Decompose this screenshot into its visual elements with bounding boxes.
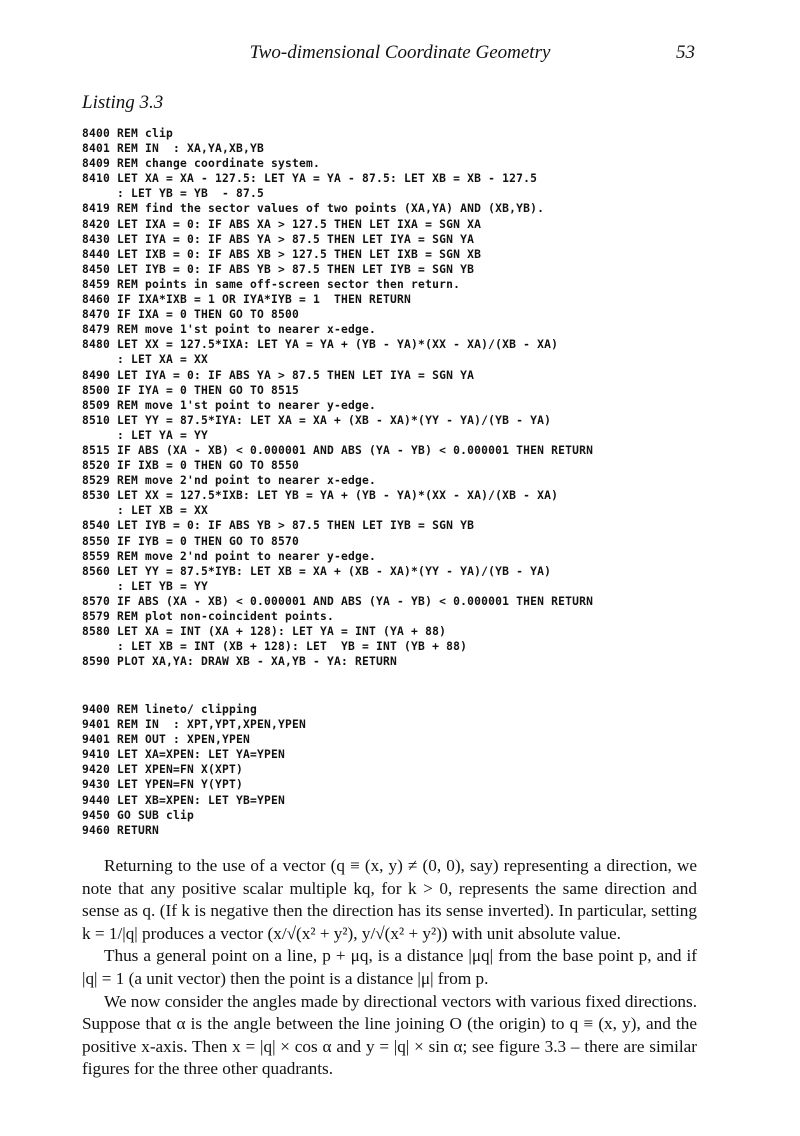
code-line: 8470 IF IXA = 0 THEN GO TO 8500 <box>82 308 300 322</box>
code-line: 8559 REM move 2'nd point to nearer y-edge. <box>82 549 377 563</box>
code-line: 8400 REM clip <box>82 127 174 140</box>
code-line: 8550 IF IYB = 0 THEN GO TO 8570 <box>82 534 300 548</box>
running-title: Two-dimensional Coordinate Geometry <box>249 42 551 63</box>
code-line: 8430 LET IYA = 0: IF ABS YA > 87.5 THEN LET IYA = SGN YA <box>82 232 475 246</box>
code-line: 9460 RETURN <box>82 823 160 837</box>
code-line: 8409 REM change coordinate system. <box>82 157 321 171</box>
code-line: : LET YB = YB - 87.5 <box>82 187 265 201</box>
code-line: 9440 LET XB=XPEN: LET YB=YPEN <box>82 793 286 807</box>
code-line: : LET YB = YY <box>82 579 209 593</box>
code-line: : LET XA = XX <box>82 353 209 367</box>
code-line: 8460 IF IXA*IXB = 1 OR IYA*IYB = 1 THEN RETURN <box>82 293 412 307</box>
code-line: 8529 REM move 2'nd point to nearer x-edge. <box>82 474 377 488</box>
code-line: 8459 REM points in same off-screen sector then return. <box>82 277 461 291</box>
code-line: 8500 IF IYA = 0 THEN GO TO 8515 <box>82 383 300 397</box>
page-number: 53 <box>676 42 695 63</box>
code-line: 8509 REM move 1'st point to nearer y-edge. <box>82 398 377 412</box>
code-line: 8515 IF ABS (XA - XB) < 0.000001 AND ABS (YA - YB) < 0.000001 THEN RETURN <box>82 443 594 457</box>
code-line: 8510 LET YY = 87.5*IYA: LET XA = XA + (XB - XA)*(YY - YA)/(YB - YA) <box>82 413 552 427</box>
code-line: 8479 REM move 1'st point to nearer x-edge. <box>82 323 377 337</box>
code-line: 9450 GO SUB clip <box>82 808 195 822</box>
code-line: 8420 LET IXA = 0: IF ABS XA > 127.5 THEN LET IXA = SGN XA <box>82 217 482 231</box>
code-line: 8540 LET IYB = 0: IF ABS YB > 87.5 THEN LET IYB = SGN YB <box>82 519 475 533</box>
code-line: 9400 REM lineto/ clipping <box>82 703 258 716</box>
code-line: 8579 REM plot non-coincident points. <box>82 610 335 623</box>
code-line: 8401 REM IN : XA,YA,XB,YB <box>82 142 265 156</box>
code-line: 9420 LET XPEN=FN X(XPT) <box>82 763 244 777</box>
paragraph-vector-direction: Returning to the use of a vector (q ≡ (x, y) ≠ (0, 0), say) representing a direction, we note that any positive scalar multiple kq, for k > 0, represents the same direction and sense as q. (If k is negative then the direction has its sense inverted). In particular, setting k = 1/|q| produces a vector (x/√(x² + y²), y/√(x² + y²)) with unit absolute value. <box>82 856 697 943</box>
code-line: 9430 LET YPEN=FN Y(YPT) <box>82 778 244 792</box>
code-line: 8560 LET YY = 87.5*IYB: LET XB = XA + (XB - XA)*(YY - YA)/(YB - YA) <box>82 564 552 578</box>
code-line: 8440 LET IXB = 0: IF ABS XB > 127.5 THEN LET IXB = SGN XB <box>82 247 482 261</box>
code-line: 8570 IF ABS (XA - XB) < 0.000001 AND ABS (YA - YB) < 0.000001 THEN RETURN <box>82 594 594 608</box>
code-line: 9401 REM IN : XPT,YPT,XPEN,YPEN <box>82 718 307 732</box>
code-line: 8590 PLOT XA,YA: DRAW XB - XA,YB - YA: RETURN <box>82 655 398 669</box>
code-listing-clip <box>82 126 772 669</box>
code-line: 9410 LET XA=XPEN: LET YA=YPEN <box>82 748 286 762</box>
code-line: 8490 LET IYA = 0: IF ABS YA > 87.5 THEN LET IYA = SGN YA <box>82 368 475 382</box>
code-line: 8410 LET XA = XA - 127.5: LET YA = YA - 87.5: LET XB = XB - 127.5 <box>82 172 538 186</box>
code-line: : LET XB = INT (XB + 128): LET YB = INT (YB + 88) <box>82 640 468 654</box>
code-line: 8419 REM find the sector values of two points (XA,YA) AND (XB,YB). <box>82 202 545 216</box>
listing-title: Listing 3.3 <box>82 92 164 113</box>
code-line: 8530 LET XX = 127.5*IXB: LET YB = YA + (YB - YA)*(XX - XA)/(XB - XA) <box>82 489 559 503</box>
code-line: 8580 LET XA = INT (XA + 128): LET YA = INT (YA + 88) <box>82 625 447 639</box>
code-listing-lineto <box>82 702 772 838</box>
code-line: : LET YA = YY <box>82 428 209 442</box>
paragraph-angles: We now consider the angles made by directional vectors with various fixed directions. Suppose that α is the angle between the line joining O (the origin) to q ≡ (x, y), and the positive x-axis. Then x = |q| × cos α and y = |q| × sin α; see figure 3.3 – there are similar figures for the three other quadrants. <box>82 991 697 1079</box>
code-line: 8480 LET XX = 127.5*IXA: LET YA = YA + (YB - YA)*(XX - XA)/(XB - XA) <box>82 338 559 352</box>
code-line: : LET XB = XX <box>82 504 209 518</box>
body-text <box>82 855 697 1081</box>
code-line: 8520 IF IXB = 0 THEN GO TO 8550 <box>82 459 300 473</box>
code-line: 9401 REM OUT : XPEN,YPEN <box>82 733 251 747</box>
code-line: 8450 LET IYB = 0: IF ABS YB > 87.5 THEN LET IYB = SGN YB <box>82 262 475 276</box>
paragraph-general-point: Thus a general point on a line, p + μq, is a distance |μq| from the base point p, and if |q| = 1 (a unit vector) then the point is a distance |μ| from p. <box>82 946 697 988</box>
